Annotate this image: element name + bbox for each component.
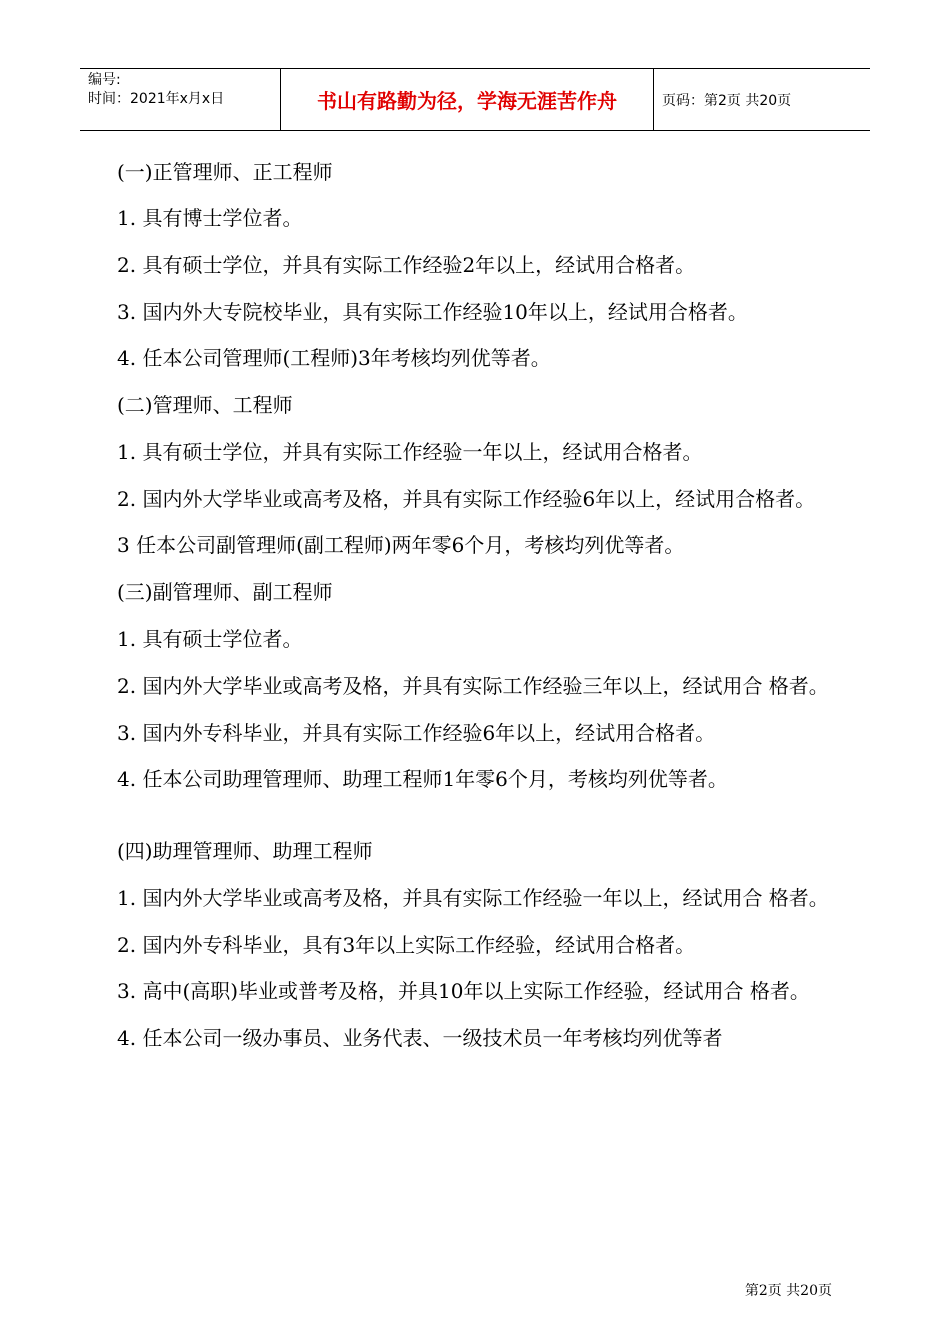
document-header: [80, 68, 870, 131]
header-meta: [80, 69, 280, 130]
header-page-info: 页码：第2页 共20页: [662, 92, 792, 109]
list-item: 3. 国内外专科毕业，并具有实际工作经验6年以上，经试用合格者。: [117, 721, 716, 745]
list-item: 2. 国内外大学毕业或高考及格，并具有实际工作经验6年以上，经试用合格者。: [117, 487, 816, 511]
document-time: 时间：2021年x月x日: [88, 91, 225, 107]
header-motto: 书山有路勤为径，学海无涯苦作舟: [280, 69, 654, 130]
list-item: 4. 任本公司助理管理师、助理工程师1年零6个月，考核均列优等者。: [117, 767, 728, 791]
list-item: 3. 高中(高职)毕业或普考及格，并具10年以上实际工作经验，经试用合 格者。: [117, 979, 810, 1003]
list-item: 1. 具有硕士学位，并具有实际工作经验一年以上，经试用合格者。: [117, 440, 703, 464]
document-body: [117, 160, 847, 1050]
list-item: 1. 具有硕士学位者。: [117, 627, 303, 651]
list-item: 4. 任本公司一级办事员、业务代表、一级技术员一年考核均列优等者: [117, 1026, 723, 1050]
document-number-label: 编号:: [88, 72, 121, 88]
list-item: 2. 国内外专科毕业，具有3年以上实际工作经验，经试用合格者。: [117, 933, 696, 957]
list-item: 1. 具有博士学位者。: [117, 206, 303, 230]
section-heading: (二)管理师、工程师: [117, 393, 293, 417]
section-heading: (三)副管理师、副工程师: [117, 580, 333, 604]
list-item: 1. 国内外大学毕业或高考及格，并具有实际工作经验一年以上，经试用合 格者。: [117, 886, 829, 910]
list-item: 2. 国内外大学毕业或高考及格，并具有实际工作经验三年以上，经试用合 格者。: [117, 674, 829, 698]
list-item: 2. 具有硕士学位，并具有实际工作经验2年以上，经试用合格者。: [117, 253, 696, 277]
list-item: 3 任本公司副管理师(副工程师)两年零6个月，考核均列优等者。: [117, 533, 685, 557]
list-item: 3. 国内外大专院校毕业，具有实际工作经验10年以上，经试用合格者。: [117, 300, 748, 324]
list-item: 4. 任本公司管理师(工程师)3年考核均列优等者。: [117, 346, 551, 370]
section-heading: (四)助理管理师、助理工程师: [117, 839, 373, 863]
section-heading: (一)正管理师、正工程师: [117, 160, 333, 184]
page-footer: 第2页 共20页: [744, 1283, 832, 1299]
